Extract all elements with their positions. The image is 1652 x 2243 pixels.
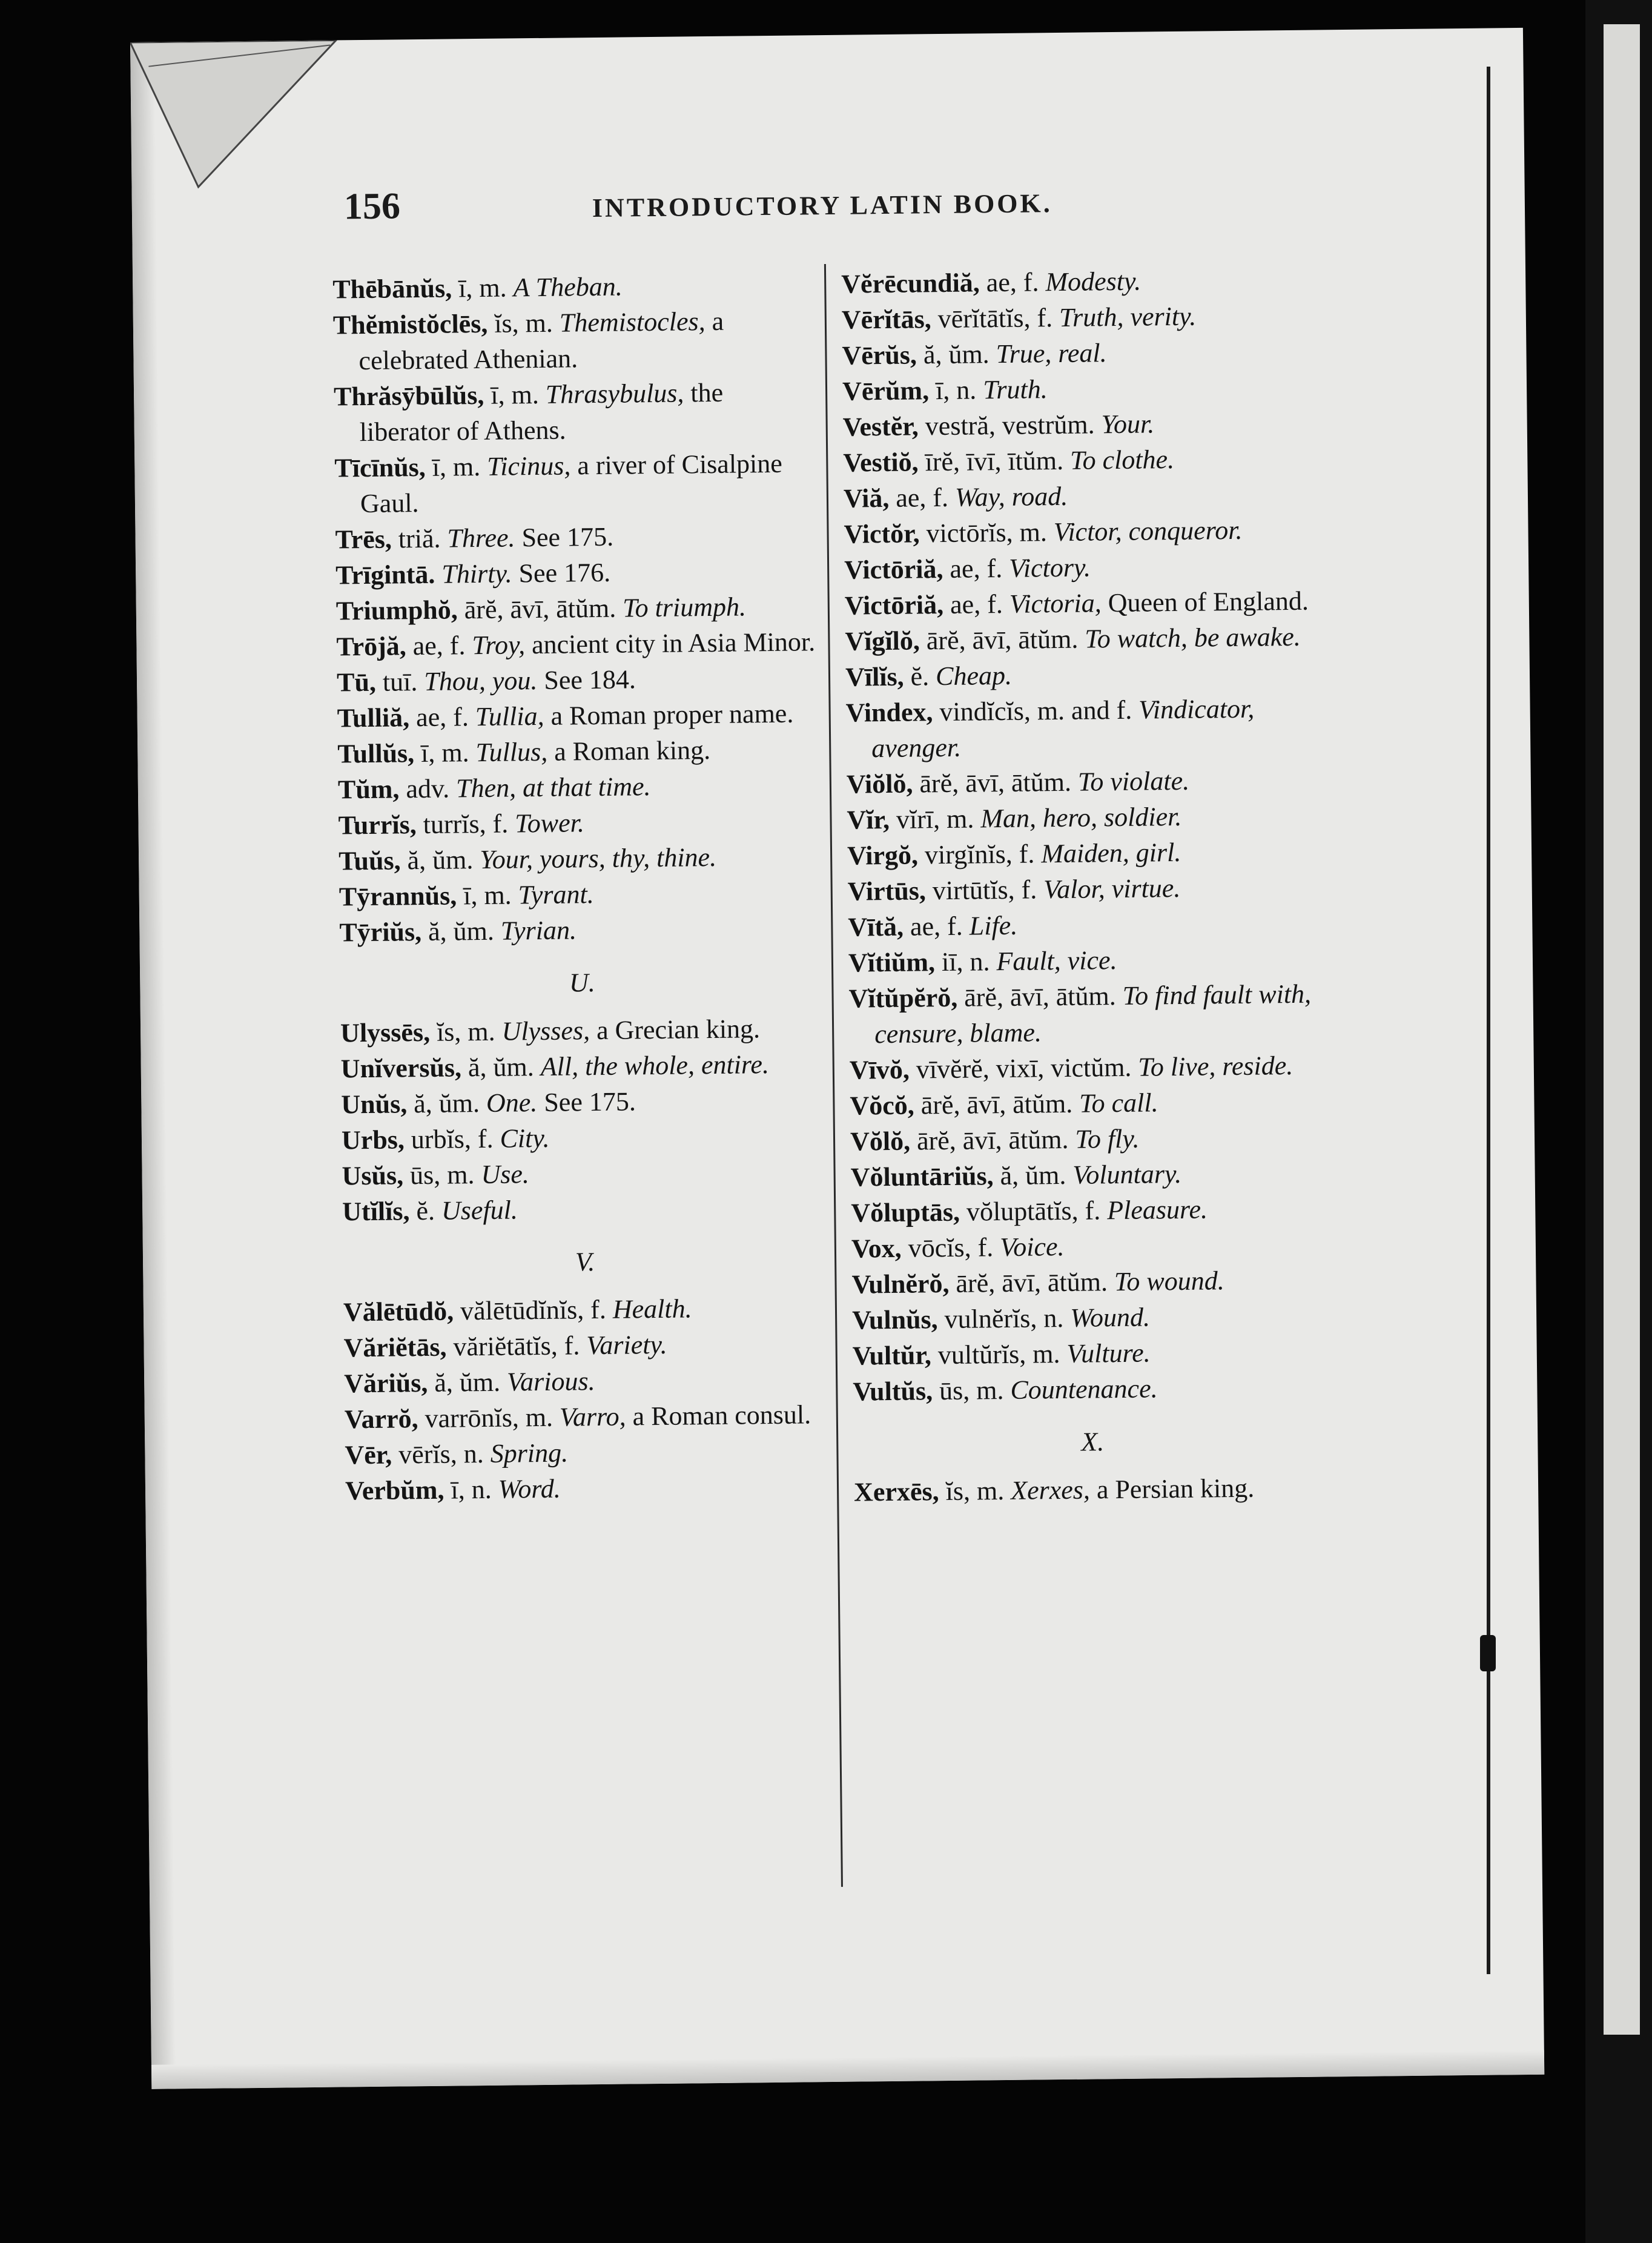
entry-headword: Vĭtŭpĕrŏ, (848, 982, 958, 1014)
entry-definition: Troy, (472, 630, 526, 661)
entry-headword: Verbŭm, (345, 1475, 444, 1506)
entry-definition: Tyrian. (500, 915, 577, 946)
entry-definition: To violate. (1077, 765, 1190, 797)
entry-definition: Cheap. (935, 660, 1013, 692)
glossary-entry (847, 797, 1326, 837)
entry-headword: Vīlĭs, (845, 661, 904, 692)
entry-headword: Viŏlŏ, (846, 768, 913, 799)
entry-definition: Tyrant. (518, 879, 594, 910)
entry-note: See 175. (521, 521, 614, 553)
entry-grammar: vērĭs, n. (398, 1439, 484, 1470)
entry-headword: Vulnĕrŏ, (851, 1268, 950, 1300)
book-page (130, 28, 1544, 2089)
entry-headword: Unĭversŭs, (340, 1052, 462, 1084)
entry-headword: Tuŭs, (338, 845, 401, 876)
entry-grammar: vestră, vestrŭm. (925, 409, 1095, 441)
entry-grammar: ī, m. (432, 451, 481, 482)
entry-definition: Fault, vice. (996, 945, 1117, 977)
entry-headword: Tīcīnŭs, (334, 452, 426, 483)
entries-x (854, 1469, 1333, 1510)
glossary-entry (851, 1226, 1330, 1266)
entry-definition: To find fault with, censure, blame. (874, 979, 1312, 1049)
glossary-entry (853, 1369, 1332, 1409)
entry-grammar: vultŭrĭs, m. (937, 1339, 1060, 1370)
entry-definition: Useful. (441, 1195, 518, 1226)
entries-v (343, 1289, 830, 1508)
entry-note: See 175. (544, 1086, 636, 1117)
entry-grammar: iī, n. (941, 946, 990, 977)
entry-definition: Pleasure. (1106, 1194, 1208, 1226)
entry-definition: Life. (969, 910, 1018, 941)
entry-headword: Viă, (843, 483, 890, 514)
glossary-entry (342, 1189, 827, 1229)
entry-definition: Wound. (1070, 1302, 1151, 1333)
glossary-entry (848, 904, 1327, 945)
entry-headword: Vĭr, (847, 804, 890, 835)
entry-definition: All, the whole, entire. (540, 1049, 770, 1082)
glossary-entry (336, 624, 821, 664)
entry-headword: Trōjă, (336, 631, 406, 662)
entry-headword: Varrŏ, (344, 1404, 418, 1435)
entry-note: a Grecian king. (596, 1014, 761, 1046)
entry-definition: Man, hero, soldier. (980, 801, 1182, 834)
entry-grammar: virgĭnĭs, f. (924, 839, 1035, 870)
entry-headword: Unŭs, (341, 1089, 408, 1120)
glossary-entry (335, 517, 820, 557)
entry-definition: Tullus, (475, 736, 548, 768)
entry-grammar: ae, f. (910, 911, 963, 942)
entry-grammar: vĭrī, m. (896, 804, 974, 834)
glossary-entry (850, 1154, 1329, 1195)
entry-headword: Tȳriŭs, (339, 917, 422, 948)
entry-grammar: ūs, m. (409, 1160, 475, 1191)
entry-definition: Various. (506, 1366, 595, 1397)
glossary-entry (851, 1261, 1330, 1302)
glossary-entry (845, 654, 1324, 695)
glossary-entry (848, 976, 1327, 1052)
entry-headword: Virtūs, (847, 876, 927, 907)
entry-definition: To live, reside. (1138, 1050, 1294, 1082)
entry-headword: Vŏlŏ, (850, 1126, 911, 1157)
glossary-entry (343, 1325, 828, 1366)
entry-definition: Modesty. (1045, 266, 1142, 297)
glossary-entry (844, 547, 1323, 587)
entry-headword: Vŏcŏ, (850, 1090, 915, 1121)
entry-definition: To wound. (1114, 1266, 1224, 1297)
entries-u (340, 1010, 827, 1229)
glossary-entry (847, 833, 1326, 873)
entry-definition: To watch, be awake. (1085, 621, 1301, 654)
entry-definition: Ticinus, (486, 451, 571, 481)
entry-headword: Tulliă, (337, 702, 410, 733)
glossary-entry (842, 332, 1321, 373)
entry-headword: Usŭs, (342, 1160, 404, 1191)
entry-headword: Vērŭm, (842, 375, 930, 406)
entry-definition: Ulysses, (501, 1016, 590, 1046)
entry-headword: Vītă, (848, 911, 904, 942)
entry-note: Queen of England. (1108, 586, 1309, 618)
entry-note: a Roman king. (553, 735, 711, 767)
glossary-entry (852, 1297, 1331, 1338)
entry-grammar: vălētūdĭnĭs, f. (460, 1294, 607, 1326)
entry-grammar: adv. (406, 773, 450, 804)
entry-grammar: ae, f. (986, 267, 1039, 298)
glossary-entry (845, 690, 1324, 766)
entry-headword: Victōriă, (844, 589, 944, 621)
entry-definition: Themistocles, (559, 306, 705, 338)
glossary-entry (848, 940, 1327, 980)
entry-grammar: turrĭs, f. (423, 808, 509, 840)
entry-grammar: ĭs, m. (494, 308, 553, 339)
entry-grammar: tuī. (382, 667, 418, 697)
entry-definition: To triumph. (622, 592, 747, 623)
glossary-entry (342, 1117, 827, 1158)
entry-definition: A Theban. (513, 271, 623, 303)
entry-definition: Truth, verity. (1059, 301, 1197, 332)
entry-grammar: victōrĭs, m. (926, 517, 1048, 549)
glossary-entry (340, 1010, 825, 1051)
entry-definition: Voice. (999, 1231, 1065, 1263)
entry-headword: Vĭtiŭm, (848, 947, 936, 978)
running-title: INTRODUCTORY LATIN BOOK. (592, 188, 1052, 223)
glossary-entry (334, 374, 819, 450)
glossary-entry (842, 368, 1321, 409)
left-column (332, 266, 830, 1508)
section-heading-x: X. (1081, 1427, 1105, 1457)
entry-grammar: ārĕ, āvī, ātŭm. (956, 1267, 1108, 1298)
right-column (841, 261, 1332, 1510)
binding-knot (1480, 1635, 1496, 1671)
glossary-entry (841, 261, 1320, 302)
entry-headword: Virgŏ, (847, 840, 919, 871)
entry-grammar: ĭs, m. (945, 1476, 1005, 1507)
entry-grammar: ī, m. (420, 738, 469, 768)
entry-grammar: ae, f. (950, 553, 1003, 584)
glossary-entry (847, 868, 1326, 909)
entry-grammar: ae, f. (415, 702, 469, 733)
entry-note: a Roman consul. (632, 1399, 811, 1432)
glossary-entry (339, 838, 824, 879)
entry-grammar: ă, ŭm. (923, 339, 990, 370)
entry-definition: Maiden, girl. (1041, 837, 1181, 869)
adjacent-page-edge (1585, 0, 1652, 2243)
entry-headword: Văriŭs, (343, 1367, 428, 1399)
entry-headword: Tullŭs, (337, 738, 415, 769)
entry-definition: Three. (447, 523, 515, 553)
glossary-entry (844, 583, 1323, 623)
entry-note: a Roman proper name. (550, 698, 794, 731)
entry-definition: Spring. (490, 1438, 569, 1468)
entry-grammar: ī, m. (458, 273, 507, 303)
entry-headword: Vērĭtās, (841, 304, 931, 335)
entry-headword: Victōriă, (844, 553, 943, 585)
entry-grammar: ae, f. (412, 630, 466, 661)
entry-headword: Văriĕtās, (343, 1332, 447, 1363)
entry-grammar: ārĕ, āvī, ātŭm. (464, 593, 616, 625)
entry-grammar: ă, ŭm. (434, 1367, 501, 1398)
entry-note: ancient city in Asia Minor. (531, 627, 816, 660)
page-header (343, 176, 1277, 234)
entry-note: See 184. (544, 664, 636, 695)
section-heading-u: U. (569, 968, 595, 998)
entry-grammar: vulnĕrĭs, n. (944, 1303, 1064, 1335)
binding-cord (1487, 67, 1490, 1974)
entry-definition: Thirty. (441, 558, 512, 589)
glossary-entry (843, 440, 1322, 480)
entry-definition: Countenance. (1010, 1373, 1158, 1405)
entries-v-continued (841, 261, 1332, 1409)
entry-definition: City. (500, 1123, 550, 1154)
entry-note: the liberator of Athens. (359, 377, 724, 448)
entry-definition: Victory. (1008, 552, 1091, 583)
entry-note: See 176. (518, 557, 611, 589)
entry-definition: Vindicator, avenger. (871, 693, 1255, 764)
glossary-entry (336, 588, 821, 629)
glossary-entry (337, 731, 822, 771)
adjacent-page (1604, 24, 1640, 2035)
entry-grammar: ă, ŭm. (407, 845, 474, 876)
entry-definition: Xerxes, (1010, 1475, 1091, 1505)
glossary-entry (845, 618, 1324, 659)
entry-grammar: ūs, m. (939, 1375, 1004, 1406)
glossary-entry (842, 404, 1321, 444)
glossary-entry (337, 695, 822, 736)
entries-t (332, 266, 824, 950)
entry-grammar: ae, f. (950, 589, 1003, 619)
entry-definition: Tower. (515, 808, 585, 839)
glossary-entry (334, 445, 819, 521)
entry-grammar: văriĕtātĭs, f. (453, 1330, 580, 1362)
folded-corner-icon (130, 40, 350, 200)
entry-definition: Use. (481, 1159, 530, 1190)
glossary-entry (333, 302, 818, 378)
glossary-entry (343, 1289, 828, 1330)
glossary-entry (341, 1082, 826, 1122)
entry-grammar: vōcĭs, f. (908, 1232, 994, 1263)
glossary-entry (850, 1083, 1329, 1123)
entry-definition: Vulture. (1066, 1338, 1151, 1369)
entry-definition: Truth. (983, 374, 1048, 405)
entry-grammar: vindĭcĭs, m. and f. (939, 695, 1132, 727)
entry-headword: Tū, (336, 667, 377, 698)
glossary-entry (844, 475, 1323, 516)
entry-grammar: vīvĕrĕ, vixī, victŭm. (916, 1052, 1132, 1085)
entry-headword: Tȳrannŭs, (339, 880, 457, 912)
glossary-entry (338, 767, 823, 807)
entry-headword: Tŭm, (337, 774, 400, 805)
entry-headword: Ulyssēs, (340, 1017, 431, 1048)
entry-grammar: ae, f. (896, 482, 949, 513)
entry-definition: To clothe. (1069, 444, 1175, 475)
entry-grammar: varrōnĭs, m. (425, 1402, 553, 1434)
entry-note: a river of Cisalpine Gaul. (360, 448, 783, 519)
entry-headword: Utĭlĭs, (342, 1196, 410, 1227)
section-heading-v: V. (575, 1247, 595, 1277)
entry-headword: Victŏr, (844, 518, 920, 549)
entry-definition: Thou, you. (424, 666, 538, 696)
glossary-entry (339, 910, 824, 950)
entry-headword: Xerxēs, (853, 1476, 939, 1507)
page-bottom-shadow (151, 2050, 1544, 2089)
entry-grammar: ă, ŭm. (468, 1052, 535, 1083)
glossary-entry (852, 1333, 1331, 1373)
entry-headword: Vīvŏ, (849, 1054, 910, 1085)
entry-grammar: ārĕ, āvī, ātŭm. (916, 1124, 1069, 1156)
page-edge-shadow (130, 42, 176, 2089)
glossary-entry (345, 1396, 830, 1437)
entry-grammar: vērĭtātĭs, f. (937, 303, 1053, 334)
entry-definition: Tullia, (475, 701, 544, 732)
glossary-entry (335, 552, 821, 593)
glossary-entry (332, 266, 818, 307)
entry-headword: Triumphŏ, (335, 595, 458, 626)
entry-grammar: ārĕ, āvī, ātŭm. (926, 624, 1079, 656)
entry-headword: Vox, (851, 1233, 902, 1264)
entry-note: a celebrated Athenian. (358, 306, 724, 376)
entry-grammar: ī, m. (463, 880, 512, 911)
entry-definition: Victoria, (1009, 588, 1102, 619)
glossary-entry (850, 1047, 1329, 1088)
glossary-entry (851, 1190, 1330, 1231)
entry-headword: Thrăsȳbūlŭs, (333, 380, 484, 412)
entry-definition: Way, road. (954, 481, 1068, 512)
entry-definition: Voluntary. (1072, 1158, 1182, 1190)
entry-grammar: ă, ŭm. (1000, 1160, 1066, 1191)
entry-grammar: īrĕ, īvī, ītŭm. (925, 445, 1064, 477)
entry-headword: Vŏluntāriŭs, (850, 1161, 994, 1192)
glossary-entry (344, 1361, 829, 1401)
entry-headword: Vĕrēcundiă, (841, 268, 980, 299)
entry-definition: Health. (612, 1293, 692, 1324)
entry-definition: Variety. (586, 1329, 667, 1361)
entry-grammar: ī, m. (491, 379, 540, 410)
entry-headword: Vindex, (845, 697, 933, 728)
entry-headword: Thĕmistŏclēs, (332, 308, 488, 340)
entry-definition: One. (486, 1088, 538, 1118)
entry-definition: Your. (1101, 409, 1155, 440)
entry-headword: Vestĕr, (842, 411, 919, 442)
entry-definition: Varro, (559, 1401, 626, 1432)
entry-headword: Vultŭs, (853, 1376, 933, 1407)
entry-grammar: ĕ. (910, 661, 930, 692)
entry-headword: Urbs, (341, 1125, 405, 1155)
glossary-entry (342, 1153, 827, 1194)
glossary-entry (844, 511, 1323, 552)
entry-headword: Turrĭs, (338, 810, 417, 841)
entry-definition: To call. (1079, 1088, 1158, 1118)
entry-grammar: triă. (398, 523, 441, 554)
entry-headword: Vulnŭs, (851, 1304, 938, 1335)
page-number: 156 (343, 185, 401, 228)
entry-headword: Vultŭr, (852, 1340, 932, 1371)
entry-grammar: virtūtĭs, f. (932, 874, 1037, 906)
entry-headword: Thēbānŭs, (332, 273, 452, 305)
entry-headword: Vŏluptās, (851, 1197, 960, 1228)
entry-definition: Then, at that time. (455, 771, 651, 804)
entry-headword: Vestiŏ, (843, 447, 919, 478)
entry-grammar: ă, ŭm. (428, 916, 495, 946)
entry-headword: Trēs, (335, 524, 392, 555)
glossary-entry (854, 1469, 1333, 1510)
entry-grammar: vŏluptātĭs, f. (966, 1195, 1101, 1227)
glossary-entry (842, 297, 1321, 337)
entry-grammar: ĕ. (416, 1195, 435, 1226)
entry-grammar: ārĕ, āvī, ātŭm. (963, 981, 1116, 1012)
entry-grammar: ī, n. (451, 1474, 492, 1505)
glossary-entry (337, 659, 822, 700)
glossary-entry (850, 1118, 1329, 1159)
entry-grammar: ārĕ, āvī, ātŭm. (920, 1088, 1073, 1120)
entry-grammar: ă, ŭm. (413, 1088, 480, 1119)
glossary-entry (847, 761, 1326, 802)
glossary-entry (339, 874, 824, 914)
column-divider (824, 264, 843, 1887)
entry-headword: Vēr, (345, 1439, 392, 1470)
entry-note: a Persian king. (1096, 1473, 1255, 1505)
entry-definition: Your, yours, thy, thine. (480, 842, 717, 875)
entry-headword: Vălētūdŏ, (343, 1296, 454, 1327)
entry-grammar: ī, n. (935, 375, 977, 406)
entry-grammar: urbĭs, f. (411, 1123, 494, 1155)
entry-grammar: ārĕ, āvī, ātŭm. (919, 767, 1072, 799)
entry-definition: Victor, conqueror. (1053, 515, 1243, 547)
glossary-entry (345, 1432, 830, 1473)
entry-definition: Thrasybulus, (545, 378, 684, 409)
glossary-entry (340, 1046, 825, 1086)
entry-definition: To fly. (1075, 1123, 1140, 1154)
glossary-entry (338, 802, 823, 843)
glossary-entry (345, 1468, 830, 1508)
entry-definition: Valor, virtue. (1043, 873, 1181, 905)
entry-definition: True, real. (996, 338, 1107, 369)
entry-headword: Trīgintā. (335, 559, 435, 590)
entry-definition: Word. (498, 1473, 561, 1504)
entry-headword: Vĭgĭlŏ, (845, 626, 920, 656)
entry-headword: Vērŭs, (842, 340, 917, 371)
entry-grammar: ĭs, m. (436, 1016, 495, 1047)
